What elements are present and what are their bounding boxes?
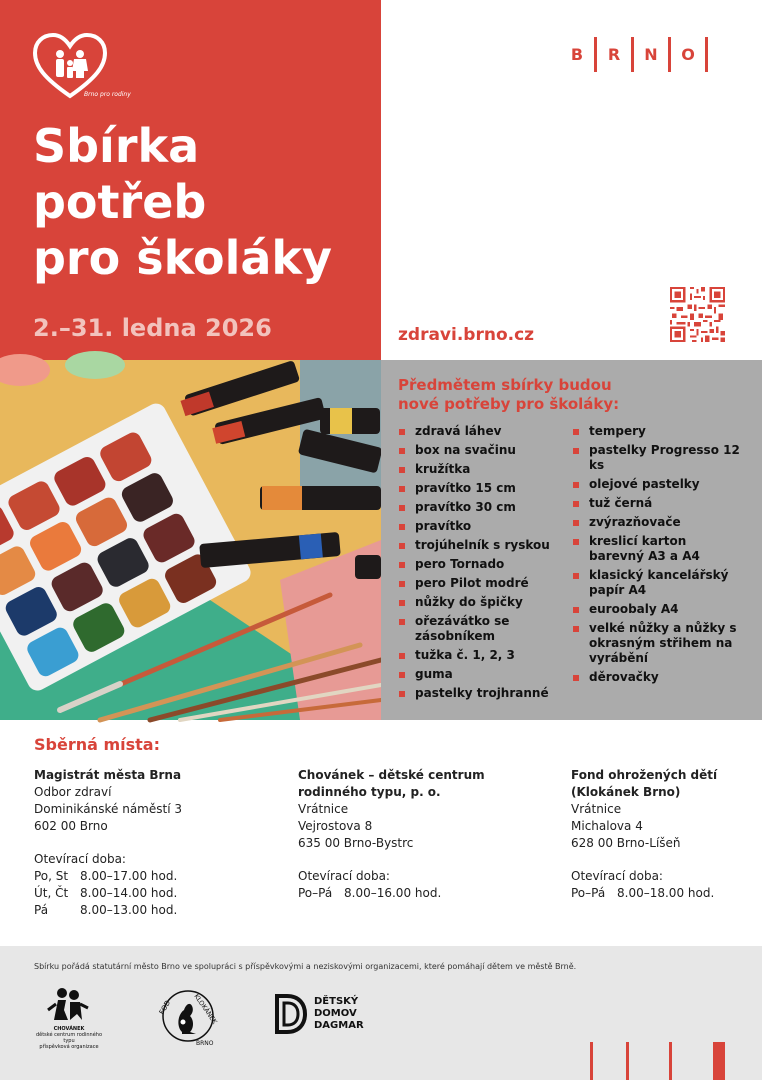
collected-item: kružítka: [398, 462, 572, 477]
opening-time: 8.00–13.00 hod.: [80, 903, 178, 917]
collected-item: trojúhelník s ryskou: [398, 538, 572, 553]
place-address-line: Odbor zdraví: [34, 785, 112, 799]
opening-hours-row: [34, 902, 182, 919]
place-address-line: 628 00 Brno-Líšeň: [571, 836, 681, 850]
organizer-note: Sbírku pořádá statutární město Brno ve spolupráci s příspěvkovými a neziskovými organizacemi, které pomáhají dětem ve městě Brně.: [34, 962, 577, 971]
dagmar-logo: [274, 994, 364, 1034]
brno-letter: N: [644, 45, 658, 64]
collected-item: klasický kancelářský papír A4: [572, 568, 742, 598]
collected-item: box na svačinu: [398, 443, 572, 458]
items-columns: [398, 424, 745, 705]
opening-hours-label: Otevírací doba:: [34, 852, 126, 866]
collected-items-panel: [381, 360, 762, 720]
opening-time: 8.00–14.00 hod.: [80, 886, 178, 900]
place-address-line: Vejrostova 8: [298, 819, 373, 833]
collection-points-title: Sběrná místa:: [34, 735, 160, 754]
title-line: Sbírka: [33, 119, 200, 173]
footer-bar: [626, 1042, 629, 1080]
collected-item: velké nůžky a nůžky s okrasným střihem na vyrábění: [572, 621, 742, 666]
klokanek-name: KLOKÁNEK: [192, 992, 219, 1026]
brno-letter: B: [570, 45, 584, 64]
collected-item: pastelky trojhranné: [398, 686, 572, 701]
items-heading-line: Předmětem sbírky budou: [398, 376, 612, 394]
items-list-right: [572, 424, 742, 685]
place-address-line: 635 00 Brno-Bystrc: [298, 836, 414, 850]
place-address-line: 602 00 Brno: [34, 819, 108, 833]
klokanek-city: BRNO: [196, 1040, 214, 1047]
place-name: Chovánek – dětské centrum: [298, 768, 485, 782]
klokanek-fod: FOD: [157, 999, 173, 1016]
opening-days: Po, St: [34, 869, 69, 883]
dagmar-mark-icon: [274, 994, 308, 1034]
opening-days: Út, Čt: [34, 886, 69, 900]
brno-letter: R: [607, 45, 621, 64]
spacer: [298, 852, 485, 868]
spacer: [34, 835, 182, 851]
family-heart-logo: [30, 30, 131, 102]
collected-item: děrovačky: [572, 670, 742, 685]
place-name: Magistrát města Brna: [34, 768, 182, 782]
opening-hours-row: [571, 885, 717, 902]
collection-dates: 2.–31. ledna 2026: [33, 314, 272, 342]
collected-item: kreslicí karton barevný A3 a A4: [572, 534, 742, 564]
items-column-right: [572, 424, 742, 705]
opening-hours-row: [34, 868, 182, 885]
place-name: Fond ohrožených dětí: [571, 768, 718, 782]
collected-item: pravítko 15 cm: [398, 481, 572, 496]
items-list-left: [398, 424, 572, 701]
opening-time: 8.00–17.00 hod.: [80, 869, 178, 883]
collected-item: tempery: [572, 424, 742, 439]
collected-item: zvýrazňovače: [572, 515, 742, 530]
collected-item: tužka č. 1, 2, 3: [398, 648, 572, 663]
opening-hours-row: [298, 885, 485, 902]
collected-item: ořezávátko se zásobníkem: [398, 614, 572, 644]
opening-hours-label: Otevírací doba:: [571, 869, 663, 883]
brno-bar: [705, 37, 708, 72]
collected-item: pravítko 30 cm: [398, 500, 572, 515]
place-name: rodinného typu, p. o.: [298, 785, 441, 799]
poster-title: [33, 118, 373, 286]
opening-hours-label: Otevírací doba:: [298, 869, 390, 883]
art-supplies-photo: [0, 360, 381, 720]
collected-item: olejové pastelky: [572, 477, 742, 492]
collected-item: tuž černá: [572, 496, 742, 511]
dagmar-line: DĚTSKÝ: [314, 996, 359, 1007]
place-address-line: Dominikánské náměstí 3: [34, 802, 182, 816]
children-icon: [34, 986, 104, 1022]
dagmar-line: DOMOV: [314, 1008, 357, 1019]
place-address-line: Vrátnice: [298, 802, 349, 816]
collected-item: pero Tornado: [398, 557, 572, 572]
title-line: pro školáky: [33, 231, 332, 285]
chovanek-name: CHOVÁNEK: [53, 1026, 85, 1032]
collected-item: pastelky Progresso 12 ks: [572, 443, 742, 473]
items-heading-line: nové potřeby pro školáky:: [398, 395, 620, 413]
place-address-line: Vrátnice: [571, 802, 622, 816]
items-heading: [398, 376, 745, 414]
collected-item: zdravá láhev: [398, 424, 572, 439]
dagmar-line: DAGMAR: [314, 1020, 364, 1031]
collection-place-klokanek: [571, 767, 717, 902]
brno-city-logo: [560, 37, 708, 72]
collection-place-magistrat: [34, 767, 182, 919]
items-column-left: [398, 424, 572, 705]
opening-days: Pá: [34, 903, 49, 917]
opening-time: 8.00–16.00 hod.: [344, 886, 442, 900]
chovanek-logo: [34, 986, 104, 1050]
brno-letter: O: [681, 45, 695, 64]
collected-item: nůžky do špičky: [398, 595, 572, 610]
opening-days: Po–Pá: [298, 886, 333, 900]
qr-code-icon[interactable]: [670, 287, 725, 342]
klokanek-logo: [152, 988, 224, 1046]
collected-item: pravítko: [398, 519, 572, 534]
footer-bar: [590, 1042, 593, 1080]
collected-item: guma: [398, 667, 572, 682]
opening-hours-row: [34, 885, 182, 902]
opening-days: Po–Pá: [571, 886, 606, 900]
footer-bar: [713, 1042, 725, 1080]
spacer: [571, 852, 717, 868]
collected-item: euroobaly A4: [572, 602, 742, 617]
svg-text:Brno pro rodiny: Brno pro rodiny: [84, 91, 131, 98]
collection-place-chovanek: [298, 767, 485, 902]
collected-item: pero Pilot modré: [398, 576, 572, 591]
title-line: potřeb: [33, 175, 207, 229]
website-link[interactable]: zdravi.brno.cz: [398, 325, 535, 345]
place-name: (Klokánek Brno): [571, 785, 681, 799]
footer-bar: [669, 1042, 672, 1080]
chovanek-subtitle: příspěvková organizace: [39, 1044, 99, 1050]
opening-time: 8.00–18.00 hod.: [617, 886, 715, 900]
place-address-line: Michalova 4: [571, 819, 643, 833]
chovanek-subtitle: dětské centrum rodinného typu: [35, 1032, 103, 1044]
